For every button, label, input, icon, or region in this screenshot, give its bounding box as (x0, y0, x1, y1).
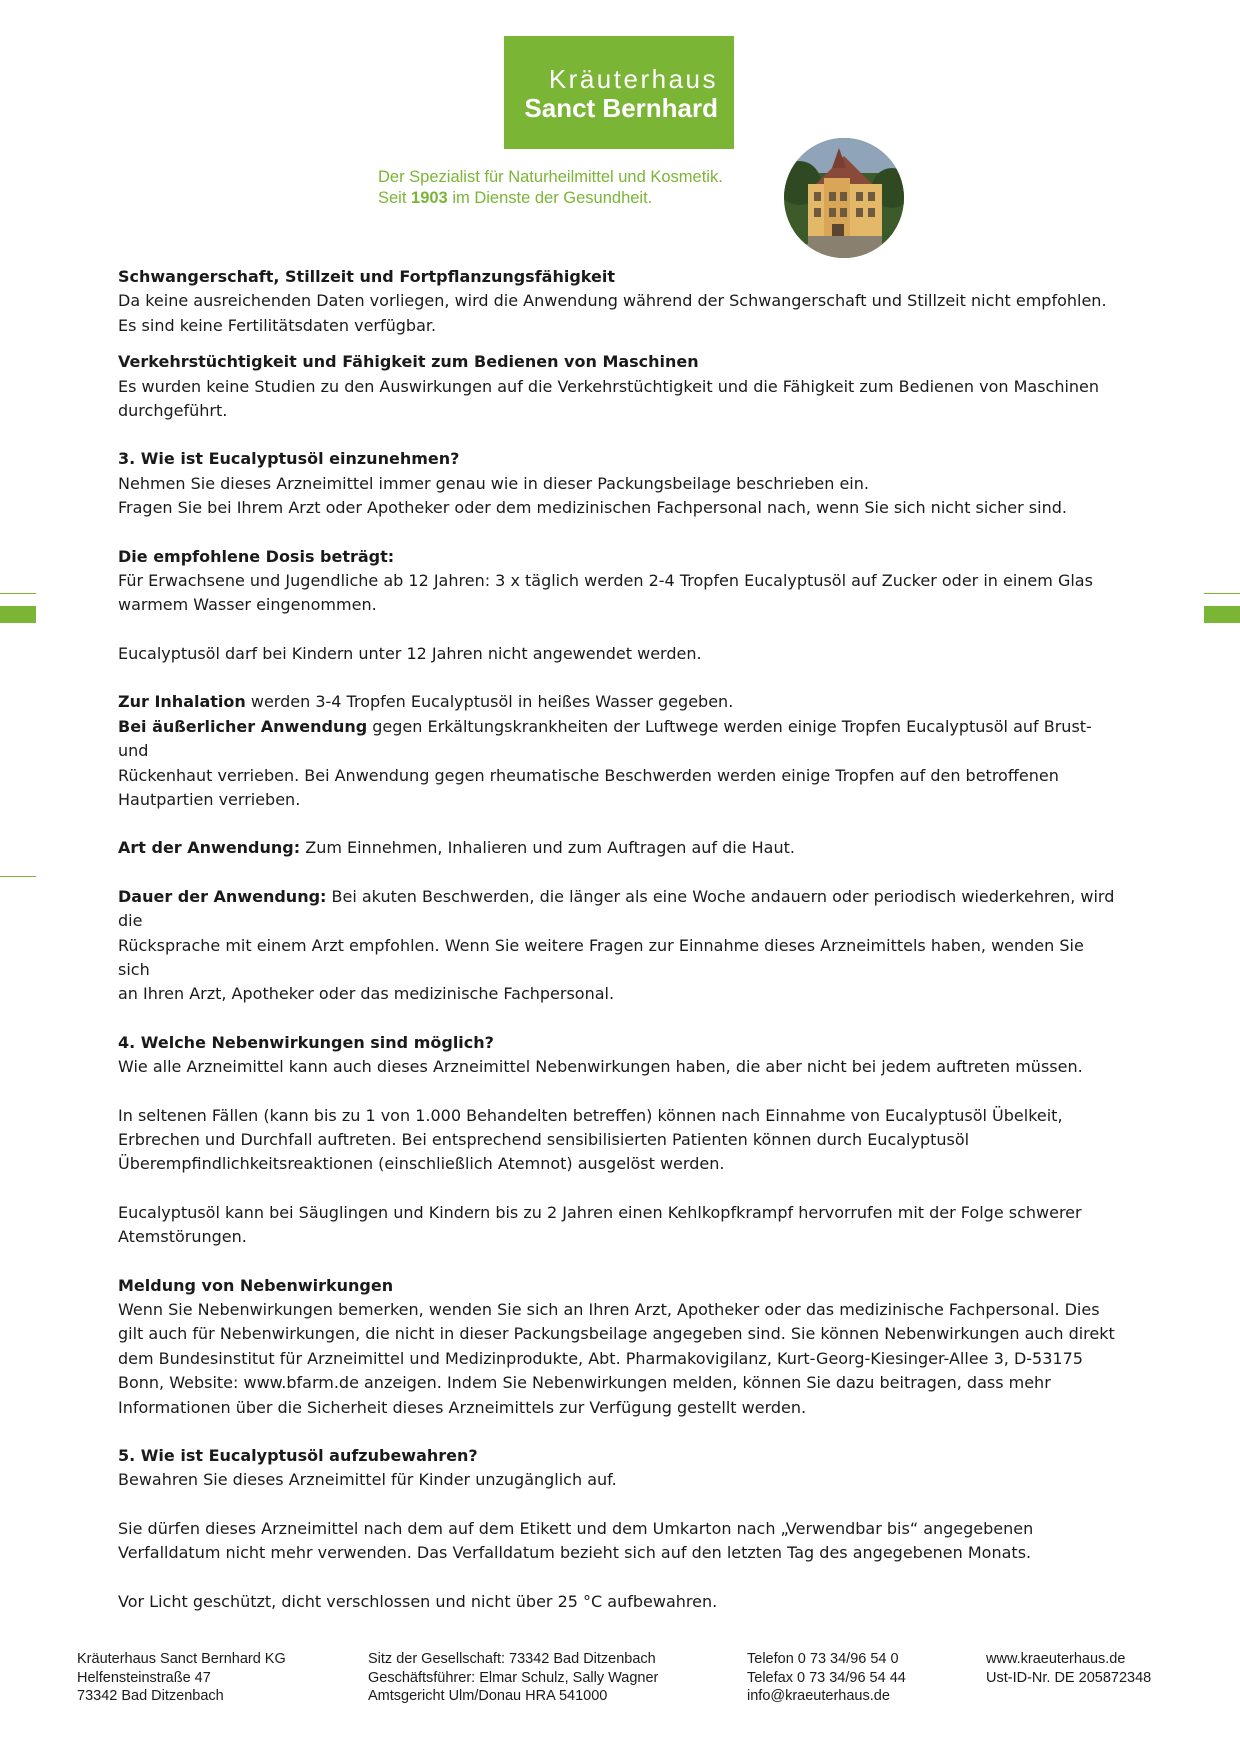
footer-registry (368, 1650, 658, 1706)
paragraph-line (118, 690, 1118, 714)
inline-label-duration: Dauer der Anwendung: (118, 886, 327, 906)
inline-label-inhalation: Zur Inhalation (118, 692, 246, 712)
inline-text: gegen Erkältungskrankheiten der Luftwege werden einige Tropfen Eucalyptusöl auf Brust- und (118, 716, 1092, 761)
inline-text: Zum Einnehmen, Inhalieren und zum Auftragen auf die Haut. (300, 838, 795, 858)
paragraph-line: dem Bundesinstitut für Arzneimittel und Medizinprodukte, Abt. Pharmakovigilanz, Kurt-Georg-Kiesinger-Allee 3, D-53175 (118, 1348, 1083, 1368)
inline-label-method: Art der Anwendung: (118, 838, 301, 858)
paragraph-line: Eucalyptusöl darf bei Kindern unter 12 Jahren nicht angewendet werden. (118, 643, 702, 663)
footer-company (77, 1650, 286, 1706)
fold-line-left-bottom (0, 876, 36, 877)
paragraph-line: Es wurden keine Studien zu den Auswirkungen auf die Verkehrstüchtigkeit und die Fähigkeit zum Bedienen von Maschinen (118, 376, 1100, 396)
paragraph-line: durchgeführt. (118, 401, 228, 421)
section-heading-storage: 5. Wie ist Eucalyptusöl aufzubewahren? (118, 1446, 478, 1466)
footer-email-link[interactable]: info@kraeuterhaus.de (747, 1688, 890, 1704)
paragraph-line: Eucalyptusöl kann bei Säuglingen und Kindern bis zu 2 Jahren einen Kehlkopfkrampf hervorrufen mit der Folge schwerer (118, 1202, 1082, 1222)
paragraph-line (118, 836, 1118, 860)
inline-text: werden 3-4 Tropfen Eucalyptusöl in heißes Wasser gegeben. (245, 692, 734, 712)
paragraph-line: Bonn, Website: www.bfarm.de anzeigen. Indem Sie Nebenwirkungen melden, können Sie dazu beitragen, dass mehr (118, 1373, 1051, 1393)
fold-line-left-top (0, 593, 36, 594)
paragraph-line (118, 715, 1118, 764)
logo-line-1: Kräuterhaus (548, 63, 718, 94)
footer-web (986, 1650, 1151, 1687)
paragraph-line: Für Erwachsene und Jugendliche ab 12 Jahren: 3 x täglich werden 2-4 Tropfen Eucalyptusöl auf Zucker oder in einem Glas (118, 571, 1093, 591)
paragraph-line: Verfalldatum nicht mehr verwenden. Das Verfalldatum bezieht sich auf den letzten Tag des angegebenen Monats. (118, 1543, 1032, 1563)
paragraph-line: Überempfindlichkeitsreaktionen (einschließlich Atemnot) ausgelöst werden. (118, 1154, 725, 1174)
section-heading-side-effects: 4. Welche Nebenwirkungen sind möglich? (118, 1032, 494, 1052)
fold-mark-left (0, 606, 36, 623)
paragraph-line: Rücksprache mit einem Arzt empfohlen. Wenn Sie weitere Fragen zur Einnahme dieses Arzneimittels haben, wenden Sie sich (118, 935, 1084, 979)
paragraph-line: Vor Licht geschützt, dicht verschlossen und nicht über 25 °C aufbewahren. (118, 1591, 718, 1611)
paragraph-line (118, 885, 1118, 934)
paragraph-line: Erbrechen und Durchfall auftreten. Bei entsprechend sensibilisierten Patienten können durch Eucalyptusöl (118, 1129, 970, 1149)
tagline (378, 167, 723, 209)
paragraph-line: an Ihren Arzt, Apotheker oder das medizinische Fachpersonal. (118, 984, 615, 1004)
tagline-line-2 (378, 188, 723, 209)
paragraph-line: Wie alle Arzneimittel kann auch dieses Arzneimittel Nebenwirkungen haben, die aber nicht bei jedem auftreten müssen. (118, 1057, 1083, 1077)
section-heading-dose: Die empfohlene Dosis beträgt: (118, 546, 395, 566)
fold-line-right-top (1204, 593, 1240, 594)
leaflet-content (118, 265, 1118, 1614)
footer-phone: Telefon 0 73 34/96 54 0 (747, 1651, 899, 1667)
tagline-line-1: Der Spezialist für Naturheilmittel und Kosmetik. (378, 168, 723, 186)
tagline-year: 1903 (411, 189, 448, 207)
paragraph-line: Fragen Sie bei Ihrem Arzt oder Apotheker oder dem medizinischen Fachpersonal nach, wenn Sie sich nicht sicher sind. (118, 498, 1067, 518)
paragraph-line: warmem Wasser eingenommen. (118, 595, 377, 615)
brand-logo (504, 36, 734, 149)
footer-line: Sitz der Gesellschaft: 73342 Bad Ditzenbach (368, 1651, 656, 1667)
fold-mark-right (1204, 606, 1240, 623)
paragraph-line: Rückenhaut verrieben. Bei Anwendung gegen rheumatische Beschwerden werden einige Tropfen auf den betroffenen (118, 765, 1059, 785)
footer-line: Geschäftsführer: Elmar Schulz, Sally Wagner (368, 1669, 659, 1686)
paragraph-line: gilt auch für Nebenwirkungen, die nicht in dieser Packungsbeilage angegeben sind. Sie können Nebenwirkungen auch direkt (118, 1324, 1115, 1344)
paragraph-line: In seltenen Fällen (kann bis zu 1 von 1.000 Behandelten betreffen) können nach Einnahme von Eucalyptusöl Übelkeit, (118, 1105, 1063, 1125)
inline-label-external: Bei äußerlicher Anwendung (118, 716, 368, 736)
footer-line: 73342 Bad Ditzenbach (77, 1688, 224, 1704)
section-heading-pregnancy: Schwangerschaft, Stillzeit und Fortpflanzungsfähigkeit (118, 267, 615, 286)
paragraph-line: Es sind keine Fertilitätsdaten verfügbar. (118, 315, 437, 335)
paragraph-line: Hautpartien verrieben. (118, 789, 301, 809)
paragraph-line: Bewahren Sie dieses Arzneimittel für Kinder unzugänglich auf. (118, 1470, 617, 1490)
building-photo (784, 138, 904, 258)
section-heading-intake: 3. Wie ist Eucalyptusöl einzunehmen? (118, 449, 460, 469)
paragraph-line: Da keine ausreichenden Daten vorliegen, wird die Anwendung während der Schwangerschaft und Stillzeit nicht empfohlen. (118, 291, 1107, 311)
section-heading-driving: Verkehrstüchtigkeit und Fähigkeit zum Bedienen von Maschinen (118, 352, 699, 372)
tagline-rest: im Dienste der Gesundheit. (447, 189, 653, 207)
paragraph-line: Atemstörungen. (118, 1227, 247, 1247)
inline-text: Bei akuten Beschwerden, die länger als eine Woche andauern oder periodisch wiederkehren, wird die (118, 886, 1115, 931)
footer-line: Amtsgericht Ulm/Donau HRA 541000 (368, 1688, 608, 1704)
section-heading-reporting: Meldung von Nebenwirkungen (118, 1275, 394, 1295)
footer-fax: Telefax 0 73 34/96 54 44 (747, 1669, 906, 1686)
paragraph-line: Informationen über die Sicherheit dieses Arzneimittels zur Verfügung gestellt werden. (118, 1397, 807, 1417)
footer-website-link[interactable]: www.kraeuterhaus.de (986, 1651, 1126, 1667)
footer-line: Helfensteinstraße 47 (77, 1669, 211, 1686)
paragraph-line: Sie dürfen dieses Arzneimittel nach dem auf dem Etikett und dem Umkarton nach „Verwendbar bis“ angegebenen (118, 1518, 1034, 1538)
tagline-seit: Seit (378, 189, 412, 207)
logo-line-2: Sanct Bernhard (524, 92, 718, 123)
paragraph-line: Wenn Sie Nebenwirkungen bemerken, wenden Sie sich an Ihren Arzt, Apotheker oder das medizinische Fachpersonal. Dies (118, 1300, 1100, 1319)
footer-vat-id: Ust-ID-Nr. DE 205872348 (986, 1669, 1152, 1686)
footer-line: Kräuterhaus Sanct Bernhard KG (77, 1651, 286, 1667)
paragraph-line: Nehmen Sie dieses Arzneimittel immer genau wie in dieser Packungsbeilage beschrieben ein. (118, 473, 869, 493)
footer-contact (747, 1650, 906, 1706)
